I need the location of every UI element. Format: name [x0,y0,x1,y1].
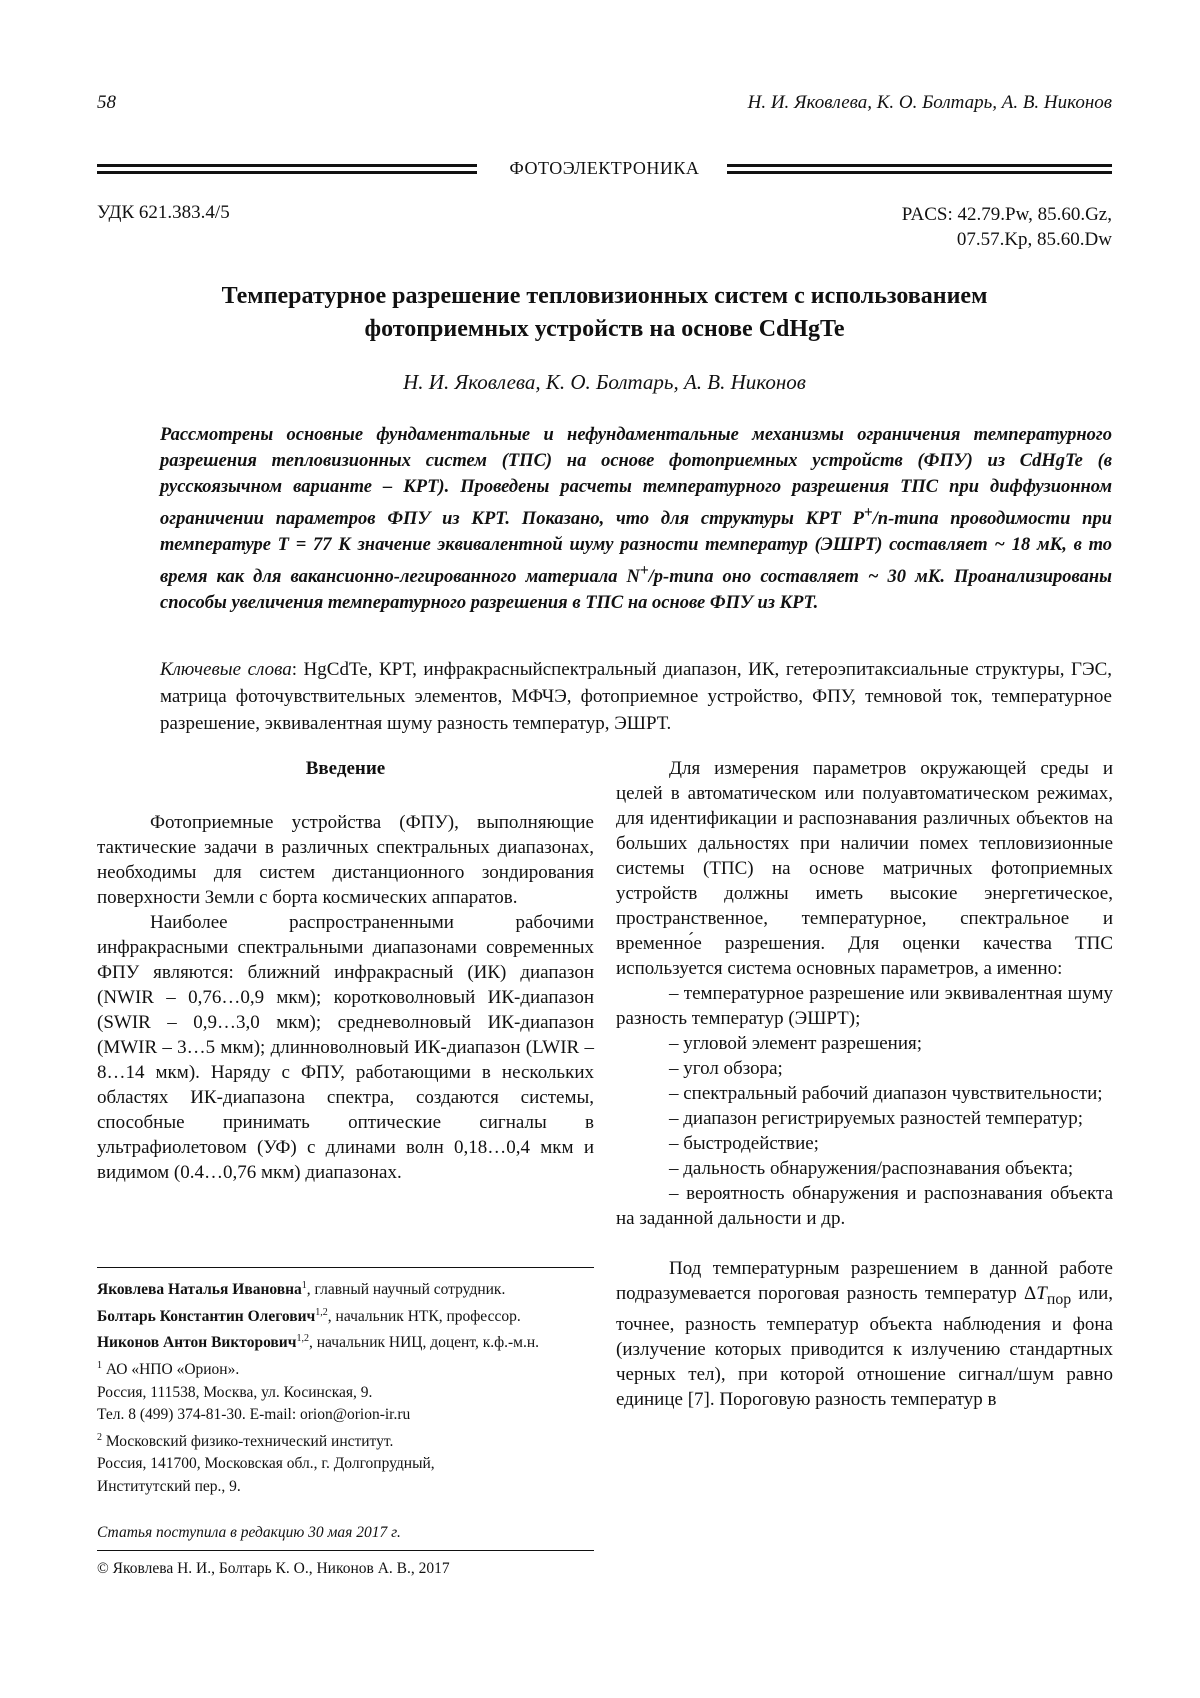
affiliation-1 [97,1355,594,1382]
page-number: 58 [97,92,116,113]
author-role: , начальник НТК, профессор. [327,1307,521,1325]
footnote-author-2 [97,1302,594,1329]
paragraph: Фотоприемные устройства (ФПУ), выполняющие тактические задачи в различных спектральных диапазонах, необходимы для систем дистанционного зондирования поверхности Земли с борта космических аппаратов. [97,812,594,908]
article-authors: Н. И. Яковлева, К. О. Болтарь, А. В. Никонов [403,370,806,394]
pacs-line-1: PACS: 42.79.Pw, 85.60.Gz, [901,204,1112,225]
copyright-divider [97,1550,594,1551]
author-name: Болтарь Константин Олегович [97,1307,316,1325]
text-run: или, точнее, разность температур объекта наблюдения и фона (излучение которых приводится к излучению стандартных черных тел), при которой отношение сигнал/шум равно единице [7]. Пороговую разность температур в [616,1283,1113,1410]
author-affiliation-mark: 1,2 [315,1306,328,1318]
author-name: Никонов Антон Викторович [97,1334,297,1352]
author-name: Яковлева Наталья Ивановна [97,1281,302,1299]
author-affiliation-mark: 1,2 [296,1333,309,1345]
section-label: ФОТОЭЛЕКТРОНИКА [509,158,700,178]
list-item: – спектральный рабочий диапазон чувствительности; [669,1083,1103,1104]
keywords [160,656,1112,737]
list-item: – температурное разрешение или эквивалентная шуму разность температур (ЭШРТ); [616,983,1113,1029]
affiliation-mark: 2 [97,1431,102,1443]
author-role: , главный научный сотрудник. [306,1281,506,1299]
title-line-2: фотоприемных устройств на основе CdHgTe [364,316,845,342]
abstract [160,422,1112,616]
footnote-author-3 [97,1328,594,1355]
paragraph: Наиболее распространенными рабочими инфракрасными спектральными диапазонами современных ФПУ являются: ближний инфракрасный (ИК) диапазон (NWIR – 0,76…0,9 мкм); коротковолновый ИК-диапазон (SWIR – 0,9…3,0 мкм); средневолновый ИК-диапазон (MWIR – 3…5 мкм); длинноволновый ИК-диапазон (LWIR – 8…14 мкм). Наряду с ФПУ, работающими в нескольких областях ИК-диапазона спектра, создаются системы, способные принимать оптические сигналы в ультрафиолетовом (УФ) с длинами волн 0,18…0,4 мкм и видимом (0.4…0,76 мкм) диапазонах. [97,912,594,1183]
list-item: – диапазон регистрируемых разностей температур; [669,1108,1083,1129]
affiliation-name: АО «НПО «Орион». [102,1361,240,1379]
section-rule-right [727,164,1112,174]
keywords-label: Ключевые слова [160,659,292,680]
pacs-line-2: 07.57.Kp, 85.60.Dw [956,229,1112,250]
pacs-codes [902,202,1112,252]
abstract-part-1: Рассмотрены основные фундаментальные и нефундаментальные механизмы ограничения температурного разрешения тепловизионных систем (ТПС) на основе фотоприемных устройств (ФПУ) из CdHgTe (в русскоязычном варианте – КРТ). Проведены расчеты температурного разрешения ТПС при диффузионном ограничении параметров ФПУ из КРТ. Показано, что для структуры КРТ P [160,425,1112,530]
received-date: Статья поступила в редакцию 30 мая 2017 г. [97,1524,401,1541]
list-item: – вероятность обнаружения и распознавания объекта на заданной дальности и др. [616,1183,1113,1229]
abstract-sup-2: + [639,562,649,580]
section-heading-introduction: Введение [305,758,386,779]
right-column [616,756,1113,1412]
paragraph: Для измерения параметров окружающей среды и целей в автоматическом или полуавтоматическом режимах, для идентификации и распознавания различных объектов на больших дальностях при наличии помех тепловизионные системы (ТПС) на основе матричных фотоприемных устройств должны иметь высокие энергетическое, пространственное, температурное, спектральное и временно́е разрешения. Для оценки качества ТПС используется система основных параметров, а именно: [616,758,1113,979]
title-line-1: Температурное разрешение тепловизионных систем с использованием [221,283,988,309]
abstract-part-3: /p-типа оно составляет ~ 30 мК. Проанализированы способы увеличения температурного разрешения в ТПС на основе ФПУ из КРТ. [160,567,1113,614]
keywords-text: : HgCdTe, КРТ, инфракрасныйспектральный диапазон, ИК, гетероэпитаксиальные структуры, ГЭС, матрица фоточувствительных элементов, МФЧЭ, фотоприемное устройство, ФПУ, темновой ток, температурное разрешение, эквивалентная шуму разность температур, ЭШРТ. [160,659,1112,734]
author-affiliation-mark: 1 [301,1280,307,1291]
footnote-author-1 [97,1275,594,1302]
footnote-divider [97,1267,594,1268]
affiliation-mark: 1 [97,1359,102,1371]
left-column [97,756,594,1185]
affiliation-name: Московский физико-технический институт. [102,1432,394,1450]
udk-code: УДК 621.383.4/5 [97,202,230,223]
affiliation-address: Россия, 111538, Москва, ул. Косинская, 9. [97,1383,373,1401]
author-footnotes [97,1275,594,1498]
list-item: – быстродействие; [669,1133,819,1154]
math-variable: T [1036,1283,1047,1304]
author-role: , начальник НИЦ, доцент, к.ф.-м.н. [308,1334,540,1352]
section-bar [97,158,1112,180]
article-title [97,280,1112,346]
list-item: – угловой элемент разрешения; [669,1033,923,1054]
affiliation-address: Россия, 141700, Московская обл., г. Долгопрудный, [97,1455,435,1473]
math-subscript: пор [1046,1290,1072,1308]
affiliation-contact: Тел. 8 (499) 374-81-30. E-mail: orion@orion-ir.ru [97,1406,411,1424]
text-run: Под температурным разрешением в данной работе подразумевается пороговая разность температур Δ [616,1258,1113,1304]
list-item: – угол обзора; [669,1058,783,1079]
affiliation-address: Институтский пер., 9. [97,1477,241,1495]
copyright: © Яковлева Н. И., Болтарь К. О., Никонов А. В., 2017 [97,1560,450,1577]
abstract-part-2: /n-типа проводимости при температуре Т = 77 К значение эквивалентной шуму разности температур (ЭШРТ) составляет ~ 18 мК, в то время как для вакансионно-легированного материала N [160,509,1112,588]
list-item: – дальность обнаружения/распознавания объекта; [669,1158,1074,1179]
affiliation-2 [97,1427,594,1454]
abstract-sup-1: + [863,504,873,521]
paragraph [616,1256,1113,1412]
running-head: Н. И. Яковлева, К. О. Болтарь, А. В. Никонов [747,92,1112,113]
